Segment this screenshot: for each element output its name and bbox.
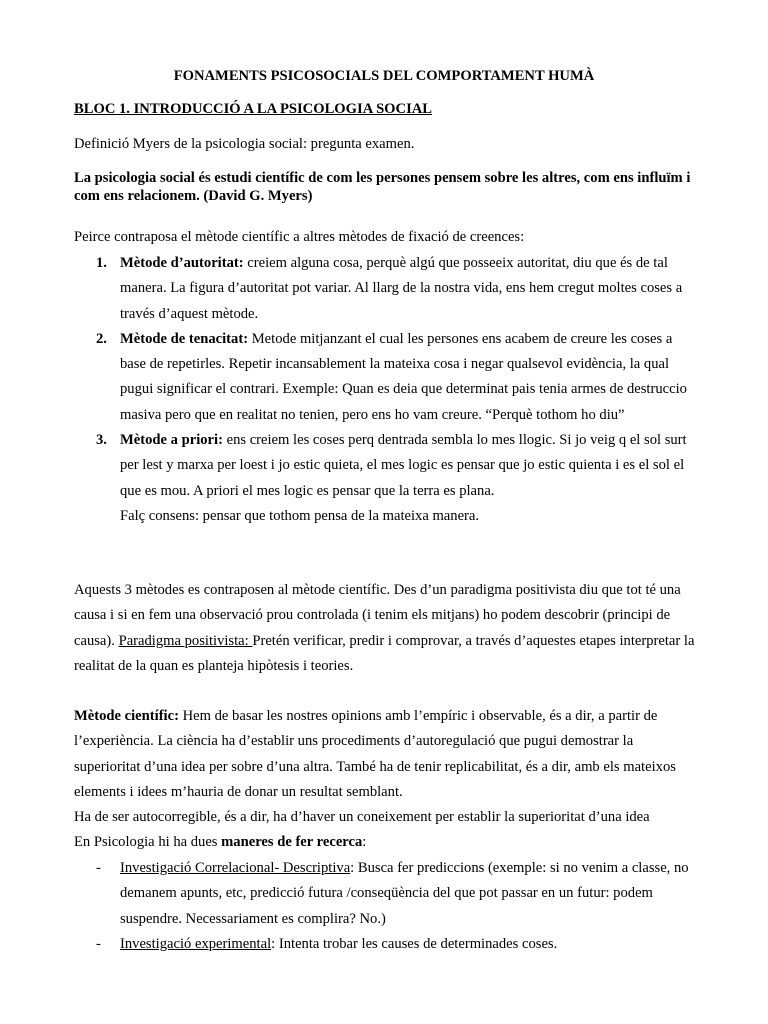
peirce-intro: Peirce contraposa el mètode científic a altres mètodes de fixació de creences:	[74, 229, 525, 245]
list-number: 2.	[96, 330, 107, 347]
definition-paragraph: Definició Myers de la psicologia social: pregunta examen.	[74, 136, 415, 152]
list-number: 1.	[96, 255, 107, 271]
list-item	[74, 251, 696, 327]
paradigm-text: Aquests 3 mètodes es contraposen al mètode científic. Des d’un paradigma positivista diu que tot té una causa i si en fem una observació prou controlada (i tenim els mitjans) ho podem descobrir (principi de causa).	[74, 582, 681, 649]
list-item	[74, 856, 696, 932]
scientific-method-label: Mètode científic:	[74, 708, 179, 724]
method-text: ens creiem les coses perq dentrada sembla lo mes llogic. Si jo veig q el sol surt per lest y marxa per loest i jo estic quieta, el mes logic es pensar que jo estic quienta i es el sol el que es mou. A priori el mes logic es pensar que la terra es plana.	[120, 432, 687, 499]
scientific-method-line	[74, 704, 696, 805]
paradigm-paragraph	[74, 578, 696, 679]
research-type-text: : Intenta trobar les causes de determinades coses.	[271, 935, 558, 952]
list-number: 3.	[96, 432, 107, 449]
recerca-colon: :	[362, 834, 367, 851]
scientific-method-paragraph	[74, 704, 696, 856]
research-list	[74, 856, 696, 957]
list-item	[74, 327, 696, 428]
list-item	[74, 428, 696, 529]
myers-quote: La psicologia social és estudi científic de com les persones pensem sobre les altres, com ens influïm i com ens relacionem. (David G. Myers)	[74, 170, 691, 204]
recerca-intro-line	[74, 830, 696, 855]
research-type-label: Investigació experimental	[120, 935, 272, 952]
list-dash: -	[96, 860, 101, 876]
section-heading: BLOC 1. INTRODUCCIÓ A LA PSICOLOGIA SOCIAL	[74, 101, 433, 117]
paradigm-definition: Pretén verificar, predir i comprovar, a través d’aquestes etapes interpretar la realitat de la quan es planteja hipòtesis i teories.	[74, 632, 695, 674]
autocorregible-line: Ha de ser autocorregible, és a dir, ha d’haver un coneixement per establir la superioritat d’una idea	[74, 809, 650, 826]
method-label: Mètode d’autoritat:	[120, 255, 244, 271]
recerca-bold: maneres de fer recerca	[221, 834, 363, 851]
paradigm-label: Paradigma positivista:	[118, 632, 253, 649]
recerca-intro-text: En Psicologia hi ha dues	[74, 834, 222, 851]
method-label: Mètode de tenacitat:	[120, 330, 249, 347]
list-item	[74, 932, 696, 957]
method-text: creiem alguna cosa, perquè algú que posseeix autoritat, diu que és de tal manera. La figura d’autoritat pot variar. Al llarg de la nostra vida, ens hem cregut moltes coses a través d’aquest mètode.	[120, 255, 683, 322]
research-type-text: : Busca fer prediccions (exemple: si no venim a classe, no demanem apunts, etc, predicció futura /conseqüència del que pot passar en un futur: podem suspendre. Necessariament es complira? No.)	[120, 860, 689, 927]
scientific-method-text: Hem de basar les nostres opinions amb l’empíric i observable, és a dir, a partir de l’experiència. La ciència ha d’establir uns procediments d’autoregulació que pugui demostrar la superioritat d’una idea per sobre d’una altra. També ha de tenir replicabilitat, és a dir, amb els mateixos elements i idees m’hauria de donar un resultat semblant.	[74, 708, 676, 800]
methods-list	[74, 251, 696, 529]
method-text: Metode mitjanzant el cual les persones ens acabem de creure les coses a base de repetirles. Repetir incansablement la mateixa cosa i negar qualsevol evidència, la qual pugui significar el contrari. Exemple: Quan es deia que determinat pais tenia armes de destruccio masiva pero que en realitat no tenien, pero ens ho vam creure. “Perquè tothom ho diu”	[120, 330, 687, 423]
document-title: FONAMENTS PSICOSOCIALS DEL COMPORTAMENT HUMÀ	[173, 68, 595, 84]
research-type-label: Investigació Correlacional- Descriptiva	[120, 860, 351, 876]
list-dash: -	[96, 935, 101, 952]
fals-consens-note: Falç consens: pensar que tothom pensa de la mateixa manera.	[120, 507, 480, 524]
method-label: Mètode a priori:	[120, 432, 223, 449]
